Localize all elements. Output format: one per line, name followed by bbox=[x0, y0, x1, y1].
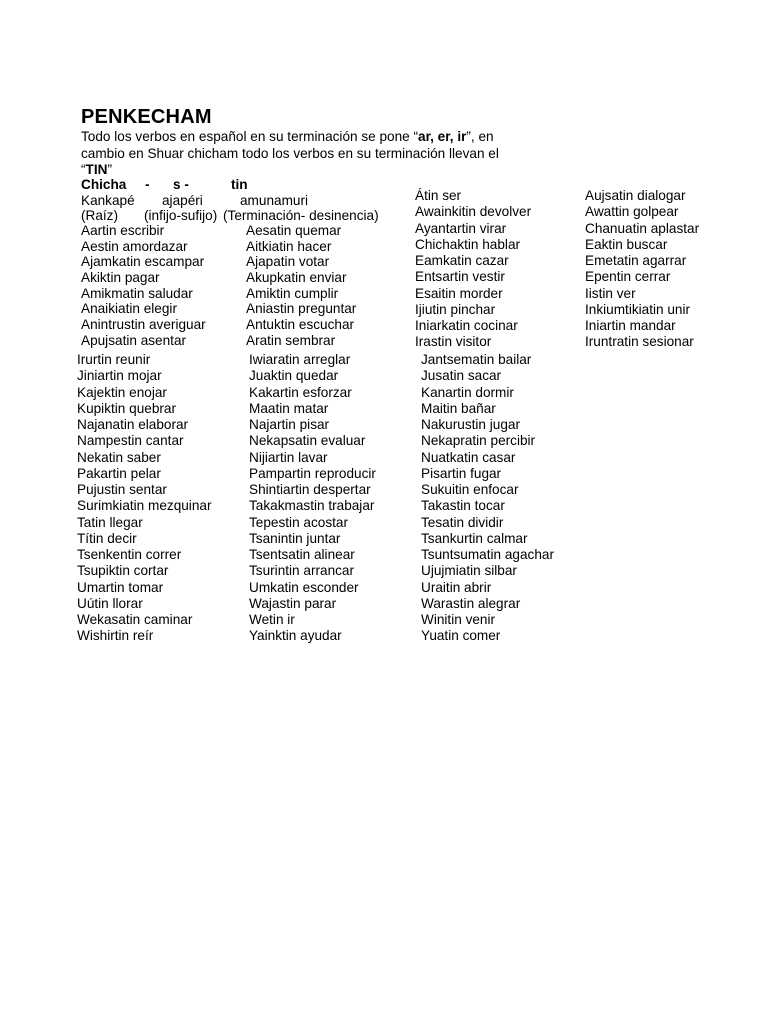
verb-entry: Nampestin cantar bbox=[77, 433, 184, 449]
verb-entry: Aitkiatin hacer bbox=[246, 238, 332, 254]
verb-column-upper-3 bbox=[415, 188, 531, 351]
verb-entry: Irurtin reunir bbox=[77, 352, 151, 367]
verb-entry: Ajamkatin escampar bbox=[81, 254, 205, 270]
verb-entry: Winitin venir bbox=[421, 612, 496, 627]
verb-entry: Inkiumtikiatin unir bbox=[585, 301, 691, 317]
verb-entry: Tsentsatin alinear bbox=[249, 547, 355, 562]
pattern-infix: s - bbox=[173, 177, 189, 192]
verb-entry: Awainkitin devolver bbox=[415, 204, 532, 220]
verb-entry: Iwiaratin arreglar bbox=[249, 352, 351, 367]
verb-entry: Amiktin cumplir bbox=[246, 285, 339, 301]
verb-entry: Wetin ir bbox=[249, 612, 295, 627]
pattern-ending: tin bbox=[231, 177, 248, 192]
pattern-example-infix: ajapéri bbox=[162, 192, 203, 208]
verb-column-upper-4 bbox=[585, 188, 699, 351]
pattern-label-ending: (Terminación- desinencia) bbox=[223, 208, 379, 223]
verb-entry: Shintiartin despertar bbox=[249, 482, 371, 497]
verb-entry: Wekasatin caminar bbox=[77, 612, 193, 627]
verb-entry: Aestin amordazar bbox=[81, 238, 188, 254]
verb-entry: Kakartin esforzar bbox=[249, 384, 352, 400]
pattern-example-ending: amunamuri bbox=[240, 192, 308, 208]
verb-entry: Epentin cerrar bbox=[585, 269, 671, 285]
verb-entry: Anaikiatin elegir bbox=[81, 301, 177, 317]
intro-bold-tin: TIN bbox=[85, 162, 108, 177]
verb-entry: Tsupiktin cortar bbox=[77, 563, 169, 579]
verb-entry: Pisartin fugar bbox=[421, 465, 502, 481]
intro-text-1: Todo los verbos en español en su terminación se pone “ bbox=[81, 129, 419, 144]
verb-entry: Pampartin reproducir bbox=[249, 465, 376, 481]
verb-entry: Takakmastin trabajar bbox=[249, 498, 375, 514]
verb-entry: Nekatin saber bbox=[77, 449, 161, 465]
verb-entry: Akupkatin enviar bbox=[246, 270, 347, 286]
verb-entry: Jusatin sacar bbox=[421, 368, 502, 384]
pattern-label-root: (Raíz) bbox=[81, 208, 119, 223]
verb-entry: Nuatkatin casar bbox=[421, 449, 516, 465]
verb-entry: Awattin golpear bbox=[585, 204, 679, 220]
verb-entry: Iniarkatin cocinar bbox=[415, 318, 518, 333]
verb-entry: Ujujmiatin silbar bbox=[421, 563, 517, 579]
verb-entry: Amikmatin saludar bbox=[81, 285, 193, 301]
verb-entry: Iniartin mandar bbox=[585, 318, 676, 333]
intro-bold-endings: ar, er, ir bbox=[418, 129, 467, 144]
verb-entry: Yuatin comer bbox=[421, 628, 501, 644]
verb-entry: Umartin tomar bbox=[77, 579, 164, 595]
verb-entry: Anintrustin averiguar bbox=[81, 317, 206, 333]
verb-entry: Tsurintin arrancar bbox=[249, 563, 355, 579]
verb-entry: Pujustin sentar bbox=[77, 482, 167, 497]
verb-entry: Ayantartin virar bbox=[415, 220, 507, 236]
verb-entry: Tsuntsumatin agachar bbox=[421, 547, 554, 562]
verb-entry: Eamkatin cazar bbox=[415, 253, 509, 268]
verb-column-lower-2 bbox=[249, 352, 376, 645]
verb-entry: Ajapatin votar bbox=[246, 254, 330, 270]
verb-column-upper-2 bbox=[246, 223, 356, 349]
intro-paragraph bbox=[81, 129, 521, 179]
intro-text-3: ” bbox=[107, 162, 112, 177]
verb-entry: Eaktin buscar bbox=[585, 236, 668, 252]
verb-entry: Kanartin dormir bbox=[421, 384, 514, 400]
verb-entry: Umkatin esconder bbox=[249, 579, 359, 595]
verb-entry: Sukuitin enfocar bbox=[421, 482, 519, 497]
verb-entry: Akiktin pagar bbox=[81, 270, 160, 286]
verb-entry: Chichaktin hablar bbox=[415, 236, 521, 252]
verb-entry: Nijiartin lavar bbox=[249, 449, 328, 465]
verb-entry: Jantsematin bailar bbox=[421, 352, 532, 367]
verb-entry: Aratin sembrar bbox=[246, 332, 336, 348]
verb-entry: Nekapsatin evaluar bbox=[249, 433, 366, 449]
verb-entry: Najanatin elaborar bbox=[77, 417, 189, 432]
verb-entry: Pakartin pelar bbox=[77, 465, 161, 481]
verb-entry: Aesatin quemar bbox=[246, 223, 342, 238]
verb-entry: Uraitin abrir bbox=[421, 579, 492, 595]
pattern-dash: - bbox=[145, 177, 150, 192]
verb-entry: Uútin llorar bbox=[77, 595, 143, 611]
verb-entry: Maatin matar bbox=[249, 400, 329, 416]
verb-entry: Maitin bañar bbox=[421, 400, 496, 416]
pattern-root: Chicha bbox=[81, 177, 127, 192]
verb-entry: Tsankurtin calmar bbox=[421, 530, 528, 546]
verb-entry: Wishirtin reír bbox=[77, 628, 154, 644]
verb-entry: Aujsatin dialogar bbox=[585, 188, 686, 203]
verb-entry: Antuktin escuchar bbox=[246, 317, 355, 333]
verb-entry: Iistin ver bbox=[585, 285, 636, 301]
verb-entry: Nekapratin percibir bbox=[421, 433, 536, 449]
verb-entry: Tsanintin juntar bbox=[249, 530, 341, 546]
verb-entry: Tsenkentin correr bbox=[77, 547, 182, 562]
verb-entry: Surimkiatin mezquinar bbox=[77, 498, 212, 514]
verb-entry: Wajastin parar bbox=[249, 595, 337, 611]
verb-entry: Kupiktin quebrar bbox=[77, 400, 176, 416]
verb-entry: Yainktin ayudar bbox=[249, 628, 342, 644]
verb-entry: Chanuatin aplastar bbox=[585, 220, 700, 236]
verb-entry: Warastin alegrar bbox=[421, 595, 521, 611]
verb-column-upper-1 bbox=[81, 223, 206, 349]
verb-entry: Irastin visitor bbox=[415, 334, 492, 350]
verb-entry: Entsartin vestir bbox=[415, 269, 505, 285]
page-title: PENKECHAM bbox=[81, 106, 212, 128]
verb-entry: Títin decir bbox=[77, 530, 137, 546]
verb-entry: Kajektin enojar bbox=[77, 384, 167, 400]
verb-entry: Tatin llegar bbox=[77, 514, 143, 530]
verb-entry: Ijiutin pinchar bbox=[415, 301, 496, 317]
verb-entry: Iruntratin sesionar bbox=[585, 334, 694, 350]
verb-entry: Apujsatin asentar bbox=[81, 332, 187, 348]
pattern-example-root: Kankapé bbox=[81, 192, 135, 208]
verb-entry: Tepestin acostar bbox=[249, 514, 348, 530]
verb-entry: Nakurustin jugar bbox=[421, 417, 520, 432]
verb-entry: Aartin escribir bbox=[81, 223, 165, 238]
verb-entry: Jiniartin mojar bbox=[77, 368, 162, 384]
intro-text-2: ”, en cambio en Shuar chicham todo los verbos en su terminación llevan el “ bbox=[81, 129, 499, 177]
verb-entry: Esaitin morder bbox=[415, 285, 503, 301]
verb-entry: Aniastin preguntar bbox=[246, 301, 357, 317]
verb-column-lower-3 bbox=[421, 352, 554, 645]
verb-entry: Juaktin quedar bbox=[249, 368, 339, 384]
verb-column-lower-1 bbox=[77, 352, 211, 645]
verb-entry: Takastin tocar bbox=[421, 498, 505, 514]
verb-entry: Tesatin dividir bbox=[421, 514, 504, 530]
verb-entry: Átin ser bbox=[415, 188, 462, 203]
verb-entry: Emetatin agarrar bbox=[585, 253, 687, 268]
verb-entry: Najartin pisar bbox=[249, 417, 330, 432]
pattern-label-infix: (infijo-sufijo) bbox=[144, 208, 218, 223]
